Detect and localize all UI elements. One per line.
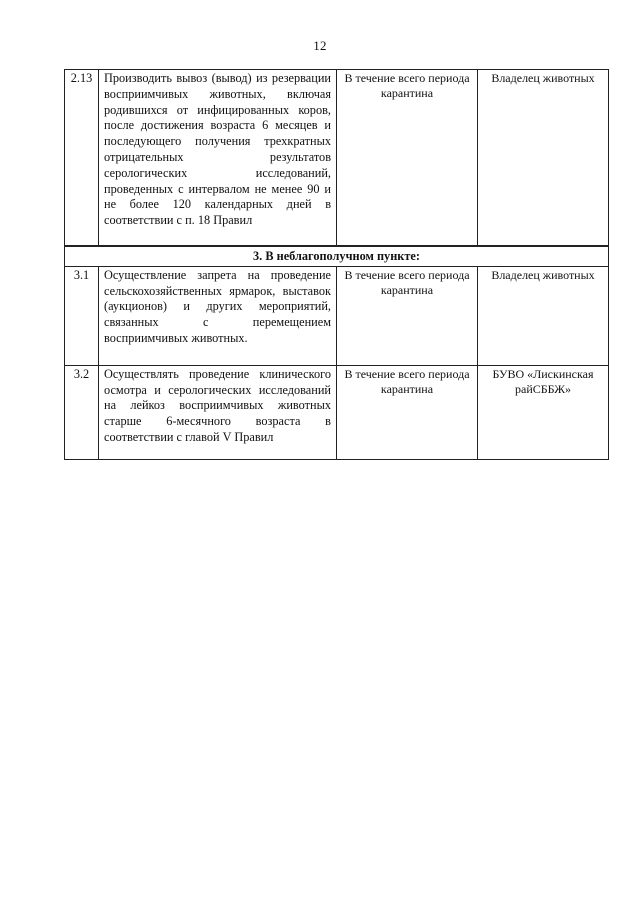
item-number: 3.1 <box>65 266 99 365</box>
action-text: Осуществление запрета на проведение сельскохозяйственных ярмарок, выставок (аукционов) и других мероприятий, связанных с перемещением восприимчивых животных. <box>99 266 337 365</box>
action-text: Производить вывоз (вывод) из резервации восприимчивых животных, включая родившихся от инфицированных коров, после достижения возраста 6 месяцев и последующего получения трехкратных отрицательных результатов серологических исследований, проведенных с интервалом не менее 90 и не более 120 календарных дней в соответствии с п. 18 Правил <box>99 70 337 247</box>
term-text: В течение всего периода карантина <box>337 266 478 365</box>
page-number: 12 <box>313 38 327 53</box>
responsible-text: БУВО «Лискинская райСББЖ» <box>478 365 609 459</box>
section-header-row <box>65 246 609 266</box>
item-number: 3.2 <box>65 365 99 459</box>
term-text: В течение всего периода карантина <box>337 70 478 247</box>
measures-table <box>64 69 609 460</box>
responsible-text: Владелец животных <box>478 266 609 365</box>
table-row <box>65 266 609 365</box>
section-title: 3. В неблагополучном пункте: <box>65 246 609 266</box>
action-text: Осуществлять проведение клинического осмотра и серологических исследований на лейкоз восприимчивых животных старше 6-месячного возраста в соответствии с главой V Правил <box>99 365 337 459</box>
item-number: 2.13 <box>65 70 99 247</box>
table-row <box>65 365 609 459</box>
term-text: В течение всего периода карантина <box>337 365 478 459</box>
table-row <box>65 70 609 247</box>
responsible-text: Владелец животных <box>478 70 609 247</box>
